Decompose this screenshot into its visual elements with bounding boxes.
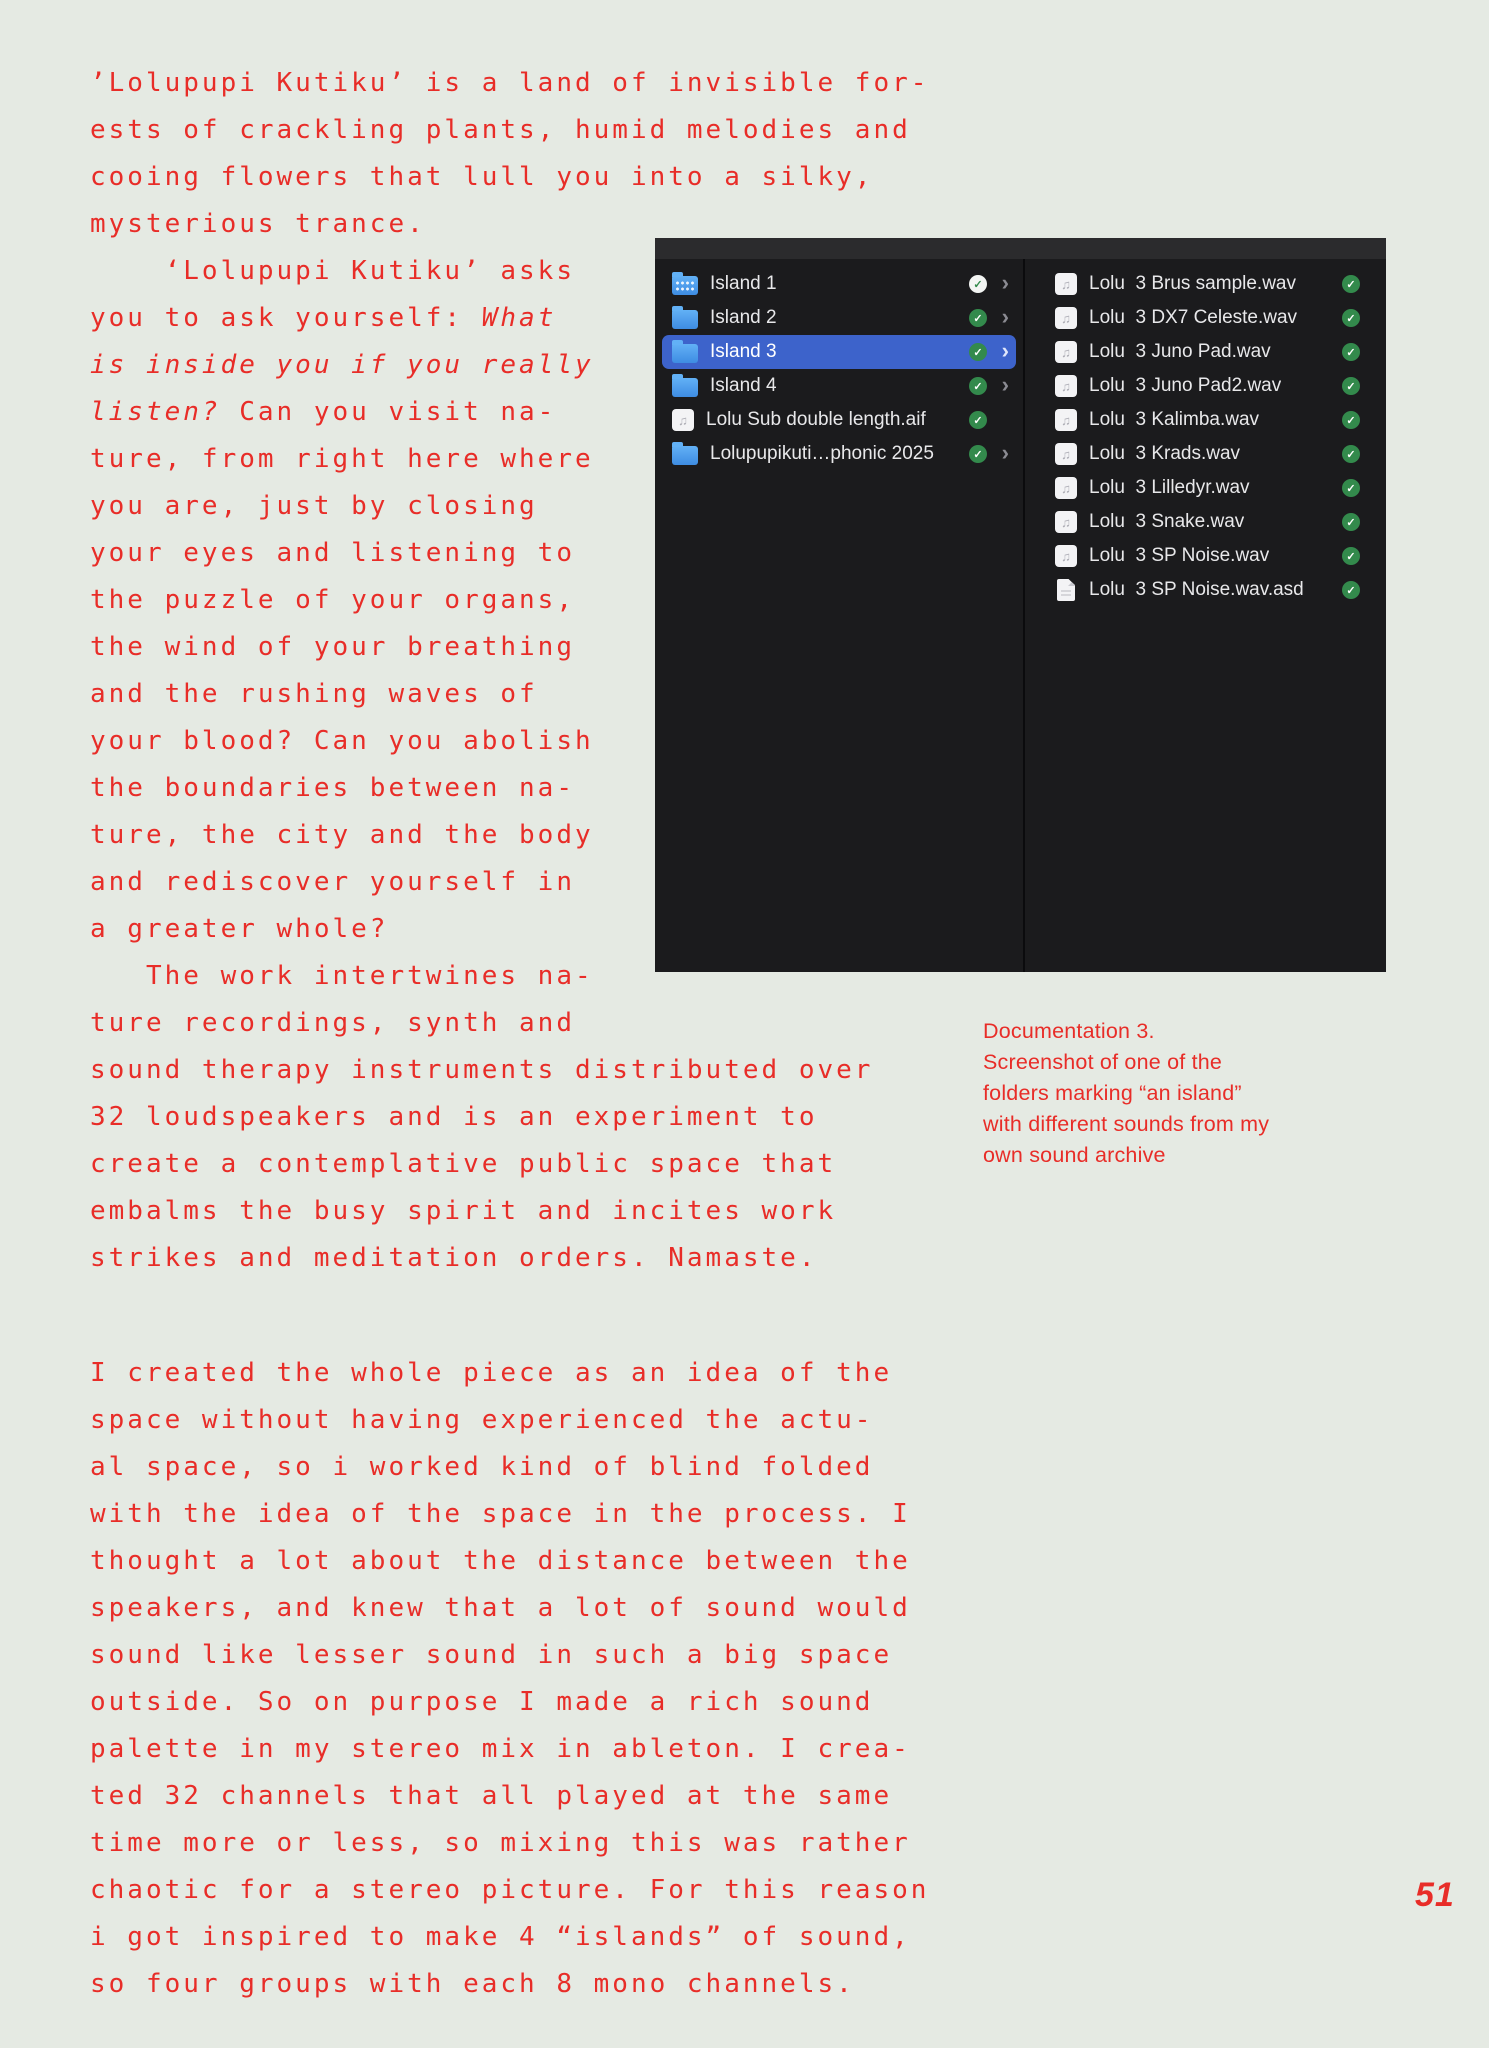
sync-check-icon [1342,411,1360,429]
item-name-label: Island 3 [710,341,777,362]
chevron-column [987,306,1009,330]
article-text-segment: ted 32 channels that all played at the same [90,1781,893,1811]
figure-caption-line: Documentation 3. [983,1019,1155,1043]
article-text-segment: speakers, and knew that a lot of sound would [90,1593,911,1623]
item-name-label: Lolu Sub double length.aif [706,409,926,430]
dotted-folder-icon [672,276,698,295]
article-text-segment: create a contemplative public space that [90,1149,837,1179]
item-name-label: Island 1 [710,273,777,294]
article-text-segment: the wind of your breathing [90,632,575,662]
finder-file-row[interactable] [1032,471,1379,505]
chevron-right-icon[interactable]: › [1001,440,1009,465]
item-name-label: Lolupupikuti…phonic 2025 [710,443,934,464]
finder-file-row[interactable] [1032,539,1379,573]
finder-file-row[interactable] [1032,335,1379,369]
item-name-label: Lolu 3 SP Noise.wav [1089,545,1270,566]
article-line [90,1000,929,1047]
article-text-segment: is inside you if you really [90,350,594,380]
sync-check-icon [1342,309,1360,327]
audio-file-icon [1055,341,1077,363]
article-text-segment: sound therapy instruments distributed over [90,1055,874,1085]
article-text-segment: outside. So on purpose I made a rich sound [90,1687,874,1717]
finder-folder-row[interactable] [662,267,1016,301]
sync-check-icon [1342,445,1360,463]
sync-check-icon [1342,275,1360,293]
folder-icon [672,344,698,363]
article-text-segment: What [481,303,557,333]
article-line [90,60,929,107]
article-line [90,1047,929,1094]
page-number: 51 [1415,1876,1455,1914]
article-text-segment: thought a lot about the distance between the [90,1546,911,1576]
sync-check-icon [1342,513,1360,531]
chevron-right-icon[interactable]: › [1001,338,1009,363]
article-text-segment: ture, the city and the body [90,820,594,850]
article-line [90,1188,929,1235]
article-text-segment: your blood? Can you abolish [90,726,594,756]
article-text-segment: time more or less, so mixing this was rather [90,1828,911,1858]
audio-file-icon [1055,409,1077,431]
finder-file-row[interactable] [1032,301,1379,335]
article-text-segment: listen? [90,397,221,427]
article-text-segment: palette in my stereo mix in ableton. I crea- [90,1734,911,1764]
sync-check-icon [1342,377,1360,395]
article-text-segment: so four groups with each 8 mono channels. [90,1969,855,1999]
finder-folder-row[interactable] [662,335,1016,369]
audio-file-icon [1055,511,1077,533]
sync-check-icon [969,343,987,361]
article-line [90,1961,929,2008]
sync-check-icon [969,275,987,293]
article-text-segment: I created the whole piece as an idea of the [90,1358,893,1388]
article-text-segment: embalms the busy spirit and incites work [90,1196,837,1226]
item-name-label: Island 4 [710,375,777,396]
article-text-segment: i got inspired to make 4 “islands” of sound, [90,1922,911,1952]
article-text-segment: mysterious trance. [90,209,426,239]
audio-file-icon [672,409,694,431]
item-name-label: Island 2 [710,307,777,328]
article-text-segment: The work intertwines na- [90,961,594,991]
figure-caption-line: with different sounds from my [983,1112,1270,1136]
item-name-label: Lolu 3 Lilledyr.wav [1089,477,1250,498]
article-text-segment: ‘Lolupupi Kutiku’ asks [90,256,575,286]
article-line [90,1726,929,1773]
audio-file-icon [1055,443,1077,465]
item-name-label: Lolu 3 Juno Pad2.wav [1089,375,1282,396]
article-text-segment: you are, just by closing [90,491,538,521]
chevron-column [987,442,1009,466]
sync-check-icon [1342,479,1360,497]
item-name-label: Lolu 3 SP Noise.wav.asd [1089,579,1304,600]
finder-left-pane [655,259,1023,972]
article-line [90,1538,929,1585]
article-line [90,1914,929,1961]
article-line [90,1679,929,1726]
article-text-segment: al space, so i worked kind of blind folded [90,1452,874,1482]
finder-file-row[interactable] [1032,403,1379,437]
audio-file-icon [1055,273,1077,295]
article-text-segment: ture, from right here where [90,444,594,474]
sync-check-icon [969,445,987,463]
document-file-icon [1057,579,1075,601]
sync-check-icon [1342,581,1360,599]
chevron-column [987,272,1009,296]
article-line [90,1632,929,1679]
article-text-segment: the puzzle of your organs, [90,585,575,615]
article-line [90,1585,929,1632]
finder-file-row[interactable] [1032,573,1379,607]
article-line [90,1350,929,1397]
folder-icon [672,378,698,397]
article-line [90,1397,929,1444]
finder-right-pane [1025,259,1386,972]
article-text-segment: ’Lolupupi Kutiku’ is a land of invisible for- [90,68,930,98]
finder-window-screenshot [655,238,1386,972]
figure-caption-line: own sound archive [983,1143,1166,1167]
figure-caption-line: Screenshot of one of the [983,1050,1223,1074]
folder-icon [672,310,698,329]
article-line [90,1141,929,1188]
article-line [90,1444,929,1491]
article-line [90,107,929,154]
article-line [90,1820,929,1867]
finder-file-row[interactable] [1032,505,1379,539]
article-text-segment: cooing flowers that lull you into a silky, [90,162,874,192]
audio-file-icon [1055,477,1077,499]
article-text-segment: ests of crackling plants, humid melodies and [90,115,911,145]
figure-caption-line: folders marking “an island” [983,1081,1242,1105]
item-name-label: Lolu 3 Kalimba.wav [1089,409,1260,430]
article-text-segment: and the rushing waves of [90,679,538,709]
article-text-segment: ture recordings, synth and [90,1008,575,1038]
chevron-right-icon[interactable]: › [1001,372,1009,397]
sync-check-icon [969,411,987,429]
chevron-right-icon[interactable]: › [1001,304,1009,329]
article-text-segment: a greater whole? [90,914,389,944]
sync-check-icon [1342,547,1360,565]
article-text-segment: you to ask yourself: [90,303,482,333]
sync-check-icon [969,377,987,395]
folder-icon [672,446,698,465]
article-line [90,1094,929,1141]
article-text-block-2 [90,1350,929,2008]
article-text-segment: your eyes and listening to [90,538,575,568]
article-text-segment: space without having experienced the actu- [90,1405,874,1435]
finder-folder-row[interactable] [662,369,1016,403]
figure-caption [983,1016,1269,1171]
article-text-segment: the boundaries between na- [90,773,575,803]
article-text-segment: sound like lesser sound in such a big space [90,1640,893,1670]
article-line [90,1491,929,1538]
chevron-right-icon[interactable]: › [1001,270,1009,295]
article-text-segment: 32 loudspeakers and is an experiment to [90,1102,818,1132]
chevron-column [987,374,1009,398]
finder-folder-row[interactable] [662,437,1016,471]
item-name-label: Lolu 3 DX7 Celeste.wav [1089,307,1298,328]
article-text-segment: strikes and meditation orders. Namaste. [90,1243,818,1273]
article-line [90,1773,929,1820]
article-text-segment: and rediscover yourself in [90,867,575,897]
sync-check-icon [1342,343,1360,361]
finder-file-row[interactable] [1032,437,1379,471]
article-text-segment: chaotic for a stereo picture. For this reason [90,1875,930,1905]
finder-titlebar [655,238,1386,259]
finder-folder-row[interactable] [662,301,1016,335]
item-name-label: Lolu 3 Brus sample.wav [1089,273,1296,294]
finder-folder-row[interactable] [662,403,1016,437]
audio-file-icon [1055,545,1077,567]
item-name-label: Lolu 3 Snake.wav [1089,511,1245,532]
article-line [90,1867,929,1914]
sync-check-icon [969,309,987,327]
finder-file-row[interactable] [1032,369,1379,403]
audio-file-icon [1055,307,1077,329]
item-name-label: Lolu 3 Krads.wav [1089,443,1241,464]
audio-file-icon [1055,375,1077,397]
item-name-label: Lolu 3 Juno Pad.wav [1089,341,1271,362]
article-text-segment: Can you visit na- [220,397,557,427]
article-line [90,154,929,201]
article-text-segment: with the idea of the space in the process. I [90,1499,911,1529]
chevron-column [987,340,1009,364]
article-line [90,1235,929,1282]
finder-file-row[interactable] [1032,267,1379,301]
